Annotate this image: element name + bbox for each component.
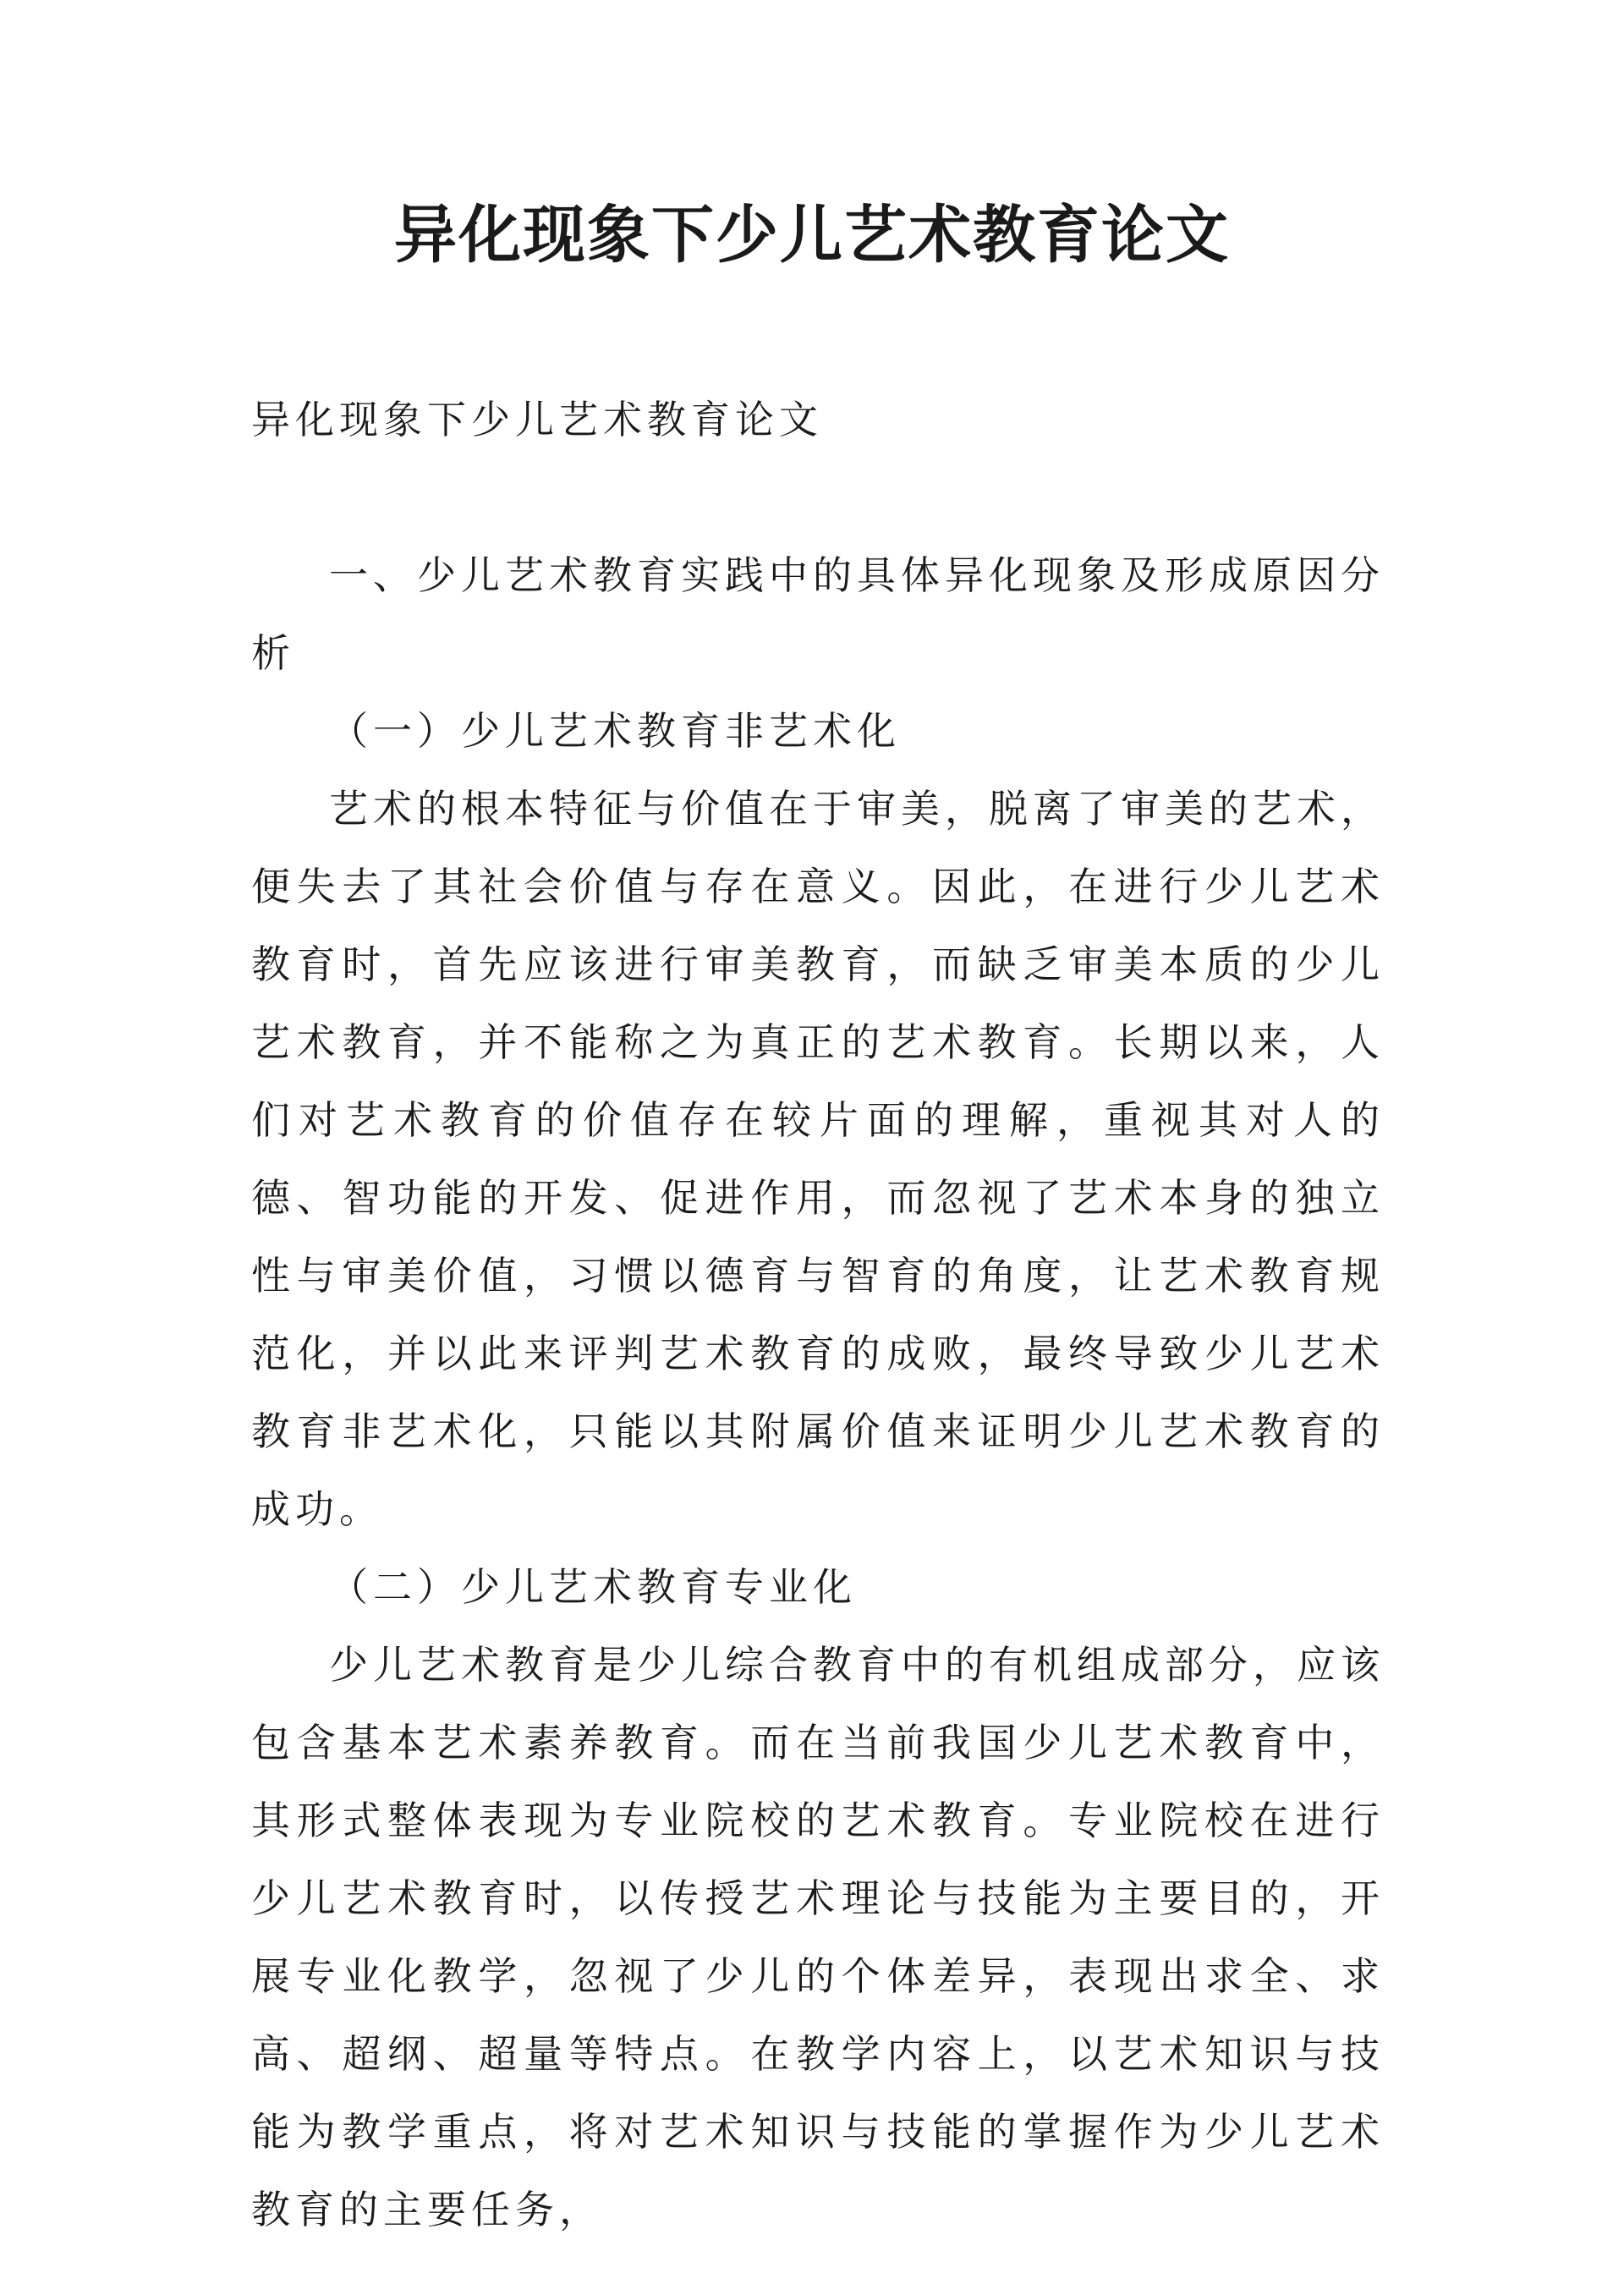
section-heading-1: 一、少儿艺术教育实践中的具体异化现象及形成原因分析	[251, 552, 1385, 676]
document-body	[251, 381, 1385, 2248]
document-title: 异化现象下少儿艺术教育论文	[394, 199, 1230, 272]
subsection-heading-1: （一）少儿艺术教育非艺术化	[329, 708, 901, 754]
subsection-heading-2: （二）少儿艺术教育专业化	[329, 1564, 857, 1610]
paragraph-1: 艺术的根本特征与价值在于审美，脱离了审美的艺术，便失去了其社会价值与存在意义。因此，在进行少儿艺术教育时，首先应该进行审美教育，而缺乏审美本质的少儿艺术教育，并不能称之为真正的艺术教育。长期以来，人们对艺术教育的价值存在较片面的理解，重视其对人的德、智功能的开发、促进作用，而忽视了艺术本身的独立性与审美价值，习惯以德育与智育的角度，让艺术教育规范化，并以此来评判艺术教育的成败，最终导致少儿艺术教育非艺术化，只能以其附属价值来证明少儿艺术教育的成功。	[251, 786, 1385, 1532]
paragraph-2: 少儿艺术教育是少儿综合教育中的有机组成部分，应该包含基本艺术素养教育。而在当前我国少儿艺术教育中，其形式整体表现为专业院校的艺术教育。专业院校在进行少儿艺术教育时，以传授艺术理论与技能为主要目的，开展专业化教学，忽视了少儿的个体差异，表现出求全、求高、超纲、超量等特点。在教学内容上，以艺术知识与技能为教学重点，将对艺术知识与技能的掌握作为少儿艺术教育的主要任务，	[251, 1642, 1385, 2232]
document-subtitle: 异化现象下少儿艺术教育论文	[251, 397, 823, 442]
